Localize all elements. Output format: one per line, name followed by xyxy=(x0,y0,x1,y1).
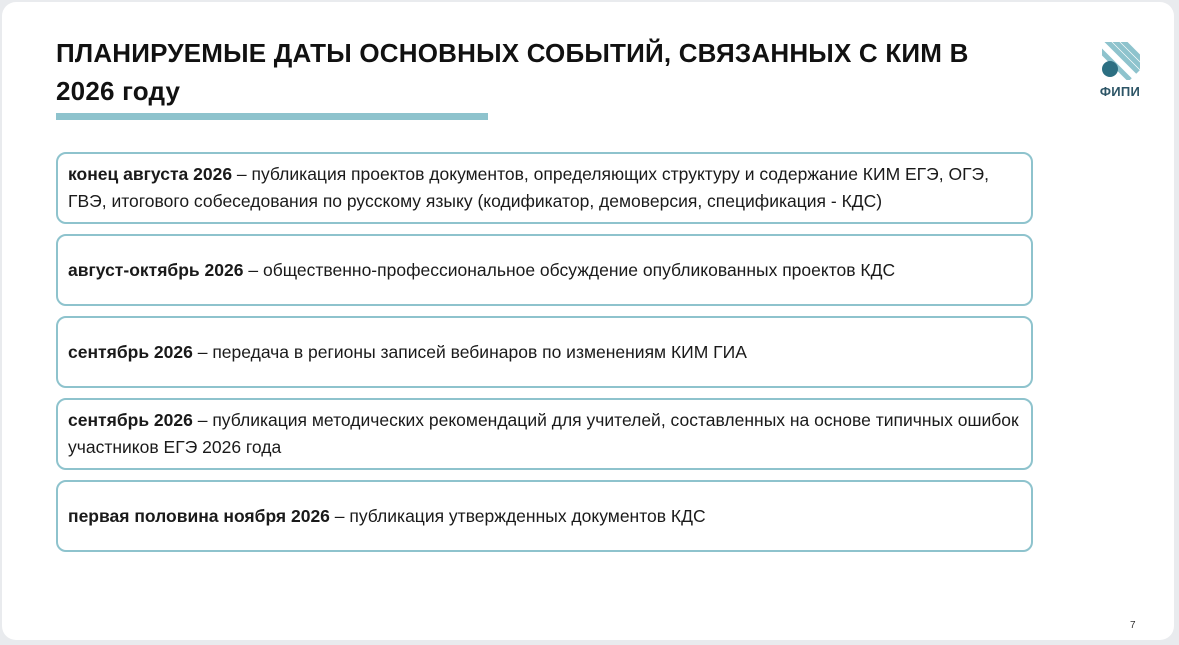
event-content xyxy=(68,503,706,530)
page-title: ПЛАНИРУЕМЫЕ ДАТЫ ОСНОВНЫХ СОБЫТИЙ, СВЯЗАННЫХ С КИМ В 2026 году xyxy=(56,38,969,106)
event-content xyxy=(68,257,895,284)
event-item xyxy=(56,480,1033,552)
title-underline xyxy=(56,113,488,120)
event-content xyxy=(68,407,1021,461)
event-item xyxy=(56,152,1033,224)
event-description: – общественно-профессиональное обсуждение опубликованных проектов КДС xyxy=(243,259,896,280)
logo-text: ФИПИ xyxy=(1099,84,1141,99)
event-description: – публикация проектов документов, определяющих структуру и содержание КИМ ЕГЭ, ОГЭ, ГВЭ, итогового собеседования по русскому языку (кодификатор, демоверсия, спецификация - КДС) xyxy=(68,164,989,211)
event-description: – передача в регионы записей вебинаров по изменениям КИМ ГИА xyxy=(192,341,747,362)
page-number: 7 xyxy=(1130,620,1136,631)
event-date: первая половина ноября 2026 xyxy=(68,505,330,526)
event-date: август-октябрь 2026 xyxy=(68,259,244,280)
event-item xyxy=(56,234,1033,306)
event-date: конец августа 2026 xyxy=(68,164,233,184)
event-item xyxy=(56,398,1033,470)
slide xyxy=(2,2,1174,640)
fipi-logo-icon xyxy=(1098,40,1142,84)
events-list xyxy=(56,152,1033,562)
event-description: – публикация утвержденных документов КДС xyxy=(329,505,706,526)
event-description: – публикация методических рекомендаций для учителей, составленных на основе типичных ошибок участников ЕГЭ 2026 года xyxy=(68,410,1019,457)
event-date: сентябрь 2026 xyxy=(68,341,193,362)
event-content xyxy=(68,161,1021,215)
event-content xyxy=(68,339,747,366)
event-item xyxy=(56,316,1033,388)
event-date: сентябрь 2026 xyxy=(68,410,193,430)
fipi-logo xyxy=(1098,40,1142,102)
